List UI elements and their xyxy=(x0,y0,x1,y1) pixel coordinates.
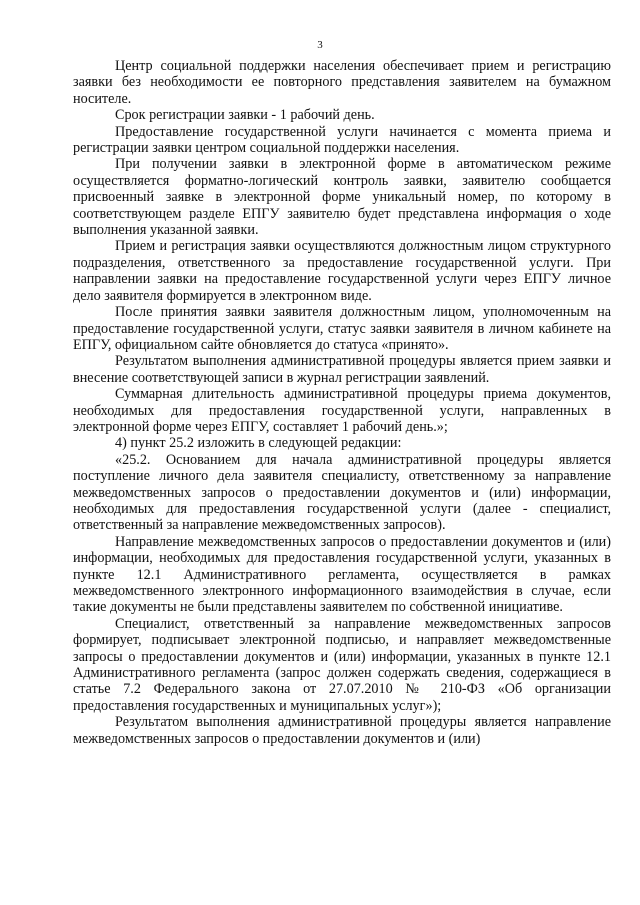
document-body xyxy=(73,58,611,747)
paragraph-procedure-result: Результатом выполнения административной процедуры является прием заявки и внесение соответствующей записи в журнал регистрации заявлений. xyxy=(73,353,611,386)
paragraph-registration-term: Срок регистрации заявки - 1 рабочий день. xyxy=(115,107,375,124)
paragraph-amendment-item-4: 4) пункт 25.2 изложить в следующей редакции: xyxy=(115,435,402,452)
paragraph-service-start: Предоставление государственной услуги начинается с момента приема и регистрации заявки центром социальной поддержки населения. xyxy=(73,123,611,157)
paragraph-status-update: После принятия заявки заявителя должностным лицом, уполномоченным на предоставление государственной услуги, статус заявки заявителя в личном кабинете на ЕПГУ, официальном сайте обновляется до статуса «принято». xyxy=(73,304,611,353)
paragraph-reception-by-official: Прием и регистрация заявки осуществляются должностным лицом структурного подразделения, ответственного за предоставление государственной услуги. При направлении заявки на предоставление государственной услуги через ЕПГУ личное дело заявителя формируется в электронном виде. xyxy=(73,238,611,304)
paragraph-format-logic-control: При получении заявки в электронной форме в автоматическом режиме осуществляется форматно-логический контроль заявки, заявителю сообщается присвоенный заявке в электронной форме уникальный номер, по которому в соответствующем разделе ЕПГУ заявителю будет представлена информация о ходе выполнения указанной заявки. xyxy=(73,156,611,239)
paragraph-reception-registration: Центр социальной поддержки населения обеспечивает прием и регистрацию заявки без необходимости ее повторного представления заявителем на бумажном носителе. xyxy=(73,58,611,107)
paragraph-clause-25-2: «25.2. Основанием для начала административной процедуры является поступление личного дела заявителя специалисту, ответственному за направление межведомственных запросов о предоставлении документов и (или) информации, необходимых для предоставления государственной услуги (далее - специалист, ответственный за направление межведомственных запросов). xyxy=(73,451,611,534)
paragraph-requests-result: Результатом выполнения административной процедуры является направление межведомственных запросов о предоставлении документов и (или) xyxy=(73,714,611,747)
paragraph-specialist-duties: Специалист, ответственный за направление межведомственных запросов формирует, подписывает электронной подписью, и направляет межведомственные запросы о предоставлении документов и (или) информации, указанных в пункте 12.1 Административного регламента (запрос должен содержать сведения, содержащиеся в статье 7.2 Федерального закона от 27.07.2010 № 210-ФЗ «Об организации предоставления государственных и муниципальных услуг»); xyxy=(73,615,611,714)
paragraph-total-duration: Суммарная длительность административной процедуры приема документов, необходимых для предоставления государственной услуги, направленных в электронной форме через ЕПГУ, составляет 1 рабочий день.»; xyxy=(73,386,611,435)
page-number: 3 xyxy=(317,39,323,51)
paragraph-interdepartmental-requests: Направление межведомственных запросов о предоставлении документов и (или) информации, необходимых для предоставления государственной услуги, указанных в пункте 12.1 Административного регламента, осуществляется в рамках межведомственного электронного информационного взаимодействия в случае, если такие документы не были представлены заявителем по собственной инициативе. xyxy=(73,533,611,616)
